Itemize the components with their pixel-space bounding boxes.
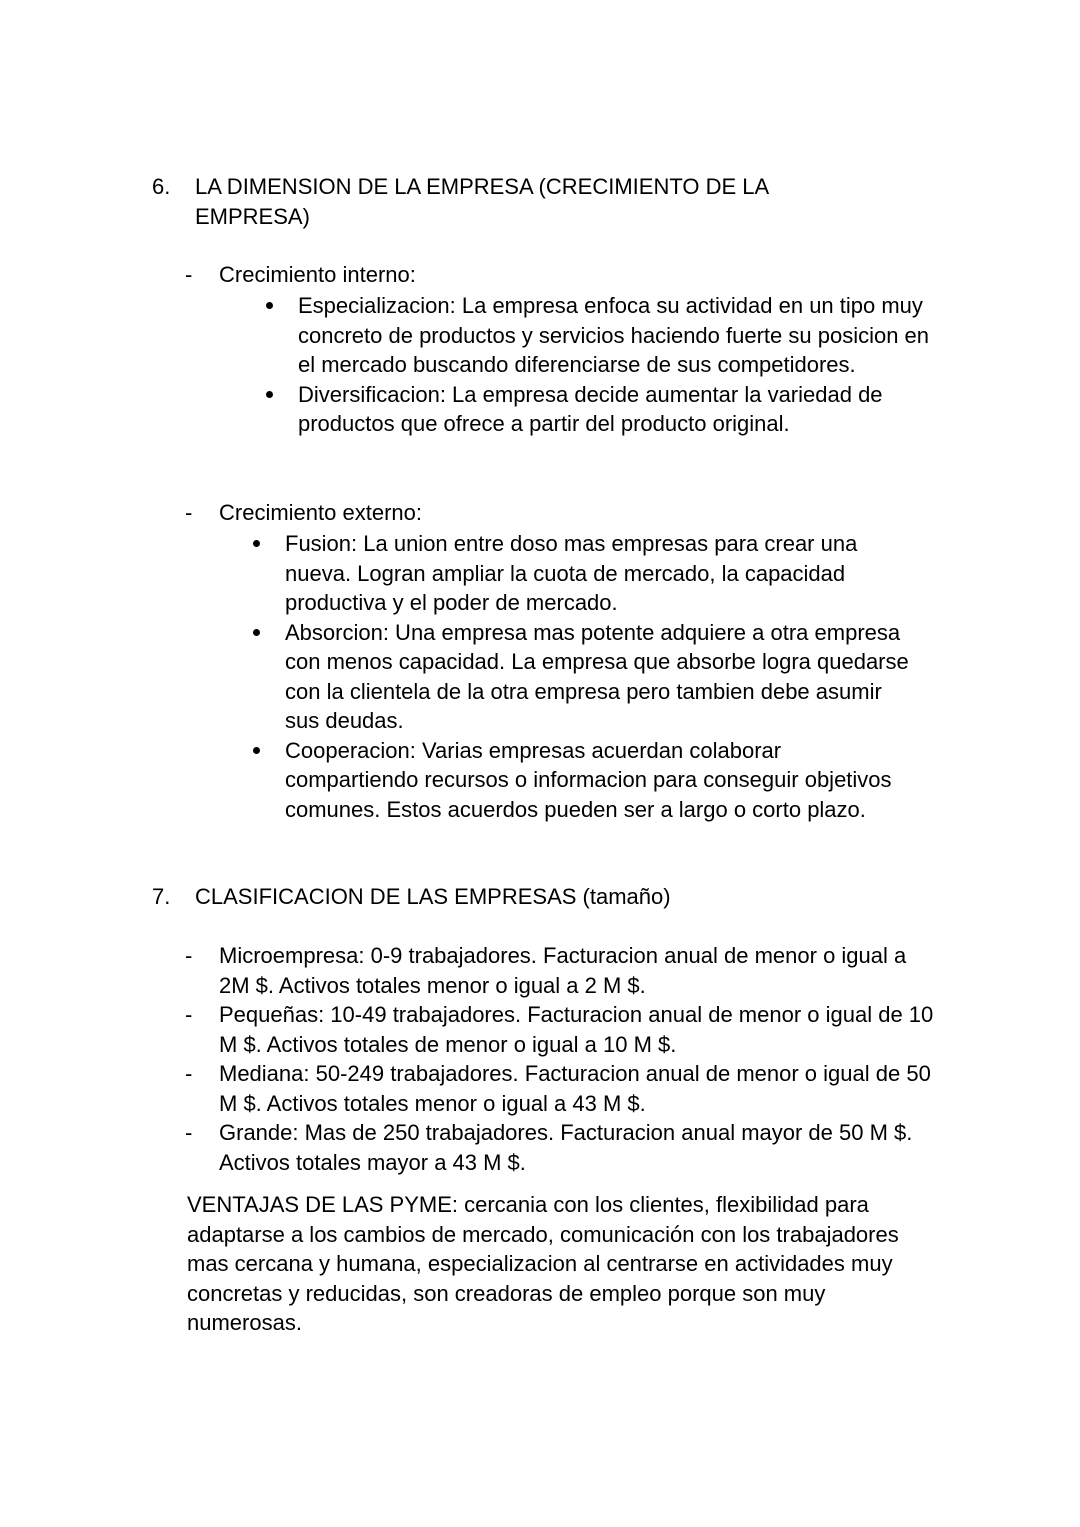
list-item	[185, 1059, 935, 1118]
external-growth-label-row	[185, 498, 935, 528]
dash-marker: -	[185, 262, 193, 287]
internal-item-diversificacion: Diversificacion: La empresa decide aumentar la variedad de productos que ofrece a partir del producto original.	[298, 381, 883, 436]
dash-marker: -	[185, 1061, 193, 1086]
dash-marker: -	[185, 1120, 193, 1145]
list-item	[266, 380, 946, 439]
dash-marker: -	[185, 500, 193, 525]
section-6-number: 6.	[152, 174, 171, 199]
list-item	[253, 529, 913, 618]
size-item-microempresa: Microempresa: 0-9 trabajadores. Facturacion anual de menor o igual a 2M $. Activos totales menor o igual a 2 M $.	[219, 943, 907, 998]
section-7-title: CLASIFICACION DE LAS EMPRESAS (tamaño)	[195, 884, 671, 909]
list-item	[253, 736, 913, 825]
bullet-icon	[266, 302, 273, 309]
bullet-icon	[253, 747, 260, 754]
internal-growth-label-row	[185, 260, 935, 290]
size-item-mediana: Mediana: 50-249 trabajadores. Facturacion anual de menor o igual de 50 M $. Activos totales menor o igual a 43 M $.	[219, 1061, 931, 1116]
bullet-icon	[253, 540, 260, 547]
bullet-icon	[253, 629, 260, 636]
list-item	[185, 941, 935, 1000]
section-7-number: 7.	[152, 884, 171, 909]
list-item	[185, 1000, 935, 1059]
section-7-heading	[152, 882, 852, 912]
internal-growth-list	[266, 291, 946, 439]
external-item-cooperacion: Cooperacion: Varias empresas acuerdan colaborar compartiendo recursos o informacion para conseguir objetivos comunes. Estos acuerdos pueden ser a largo o corto plazo.	[285, 737, 892, 822]
company-size-list	[185, 941, 935, 1177]
size-item-pequenas: Pequeñas: 10-49 trabajadores. Facturacion anual de menor o igual de 10 M $. Activos totales de menor o igual a 10 M $.	[219, 1002, 934, 1057]
external-growth-label: Crecimiento externo:	[219, 500, 422, 525]
size-item-grande: Grande: Mas de 250 trabajadores. Facturacion anual mayor de 50 M $. Activos totales mayor a 43 M $.	[219, 1120, 913, 1175]
external-growth-list	[253, 529, 913, 824]
pyme-advantages-paragraph: VENTAJAS DE LAS PYME: cercania con los clientes, flexibilidad para adaptarse a los cambios de mercado, comunicación con los trabajadores mas cercana y humana, especializacion al centrarse en actividades muy concretas y reducidas, son creadoras de empleo porque son muy numerosas.	[187, 1192, 899, 1335]
list-item	[266, 291, 946, 380]
list-item	[185, 1118, 935, 1177]
internal-growth-label: Crecimiento interno:	[219, 262, 416, 287]
list-item	[253, 618, 913, 736]
section-6-title: LA DIMENSION DE LA EMPRESA (CRECIMIENTO DE LA EMPRESA)	[195, 174, 768, 229]
dash-marker: -	[185, 943, 193, 968]
external-item-fusion: Fusion: La union entre doso mas empresas para crear una nueva. Logran ampliar la cuota de mercado, la capacidad productiva y el poder de mercado.	[285, 531, 858, 615]
internal-item-especializacion: Especializacion: La empresa enfoca su actividad en un tipo muy concreto de productos y servicios haciendo fuerte su posicion en el mercado buscando diferenciarse de sus competidores.	[298, 293, 930, 377]
dash-marker: -	[185, 1002, 193, 1027]
external-item-absorcion: Absorcion: Una empresa mas potente adquiere a otra empresa con menos capacidad. La empresa que absorbe logra quedarse con la clientela de la otra empresa pero tambien debe asumir sus deudas.	[285, 619, 909, 733]
bullet-icon	[266, 391, 273, 398]
section-6-heading	[152, 172, 852, 231]
